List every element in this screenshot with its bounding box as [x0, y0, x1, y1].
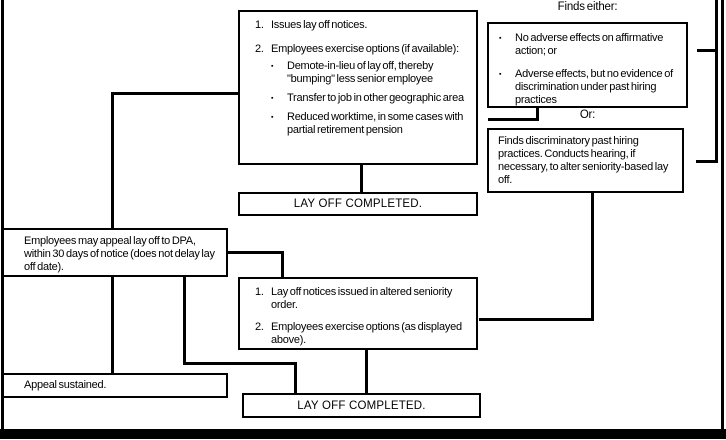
agency-option-text: Demote-in-lieu of lay off, thereby "bumping" less senior employee: [287, 60, 434, 85]
connector-agency-to-appeal-vertical: [111, 92, 114, 229]
discriminatory-findings-box: Finds discriminatory past hiring practices. Conducts hearing, if necessary, to alter seniority-based lay off.: [487, 128, 684, 193]
or-label: Or:: [579, 109, 596, 121]
appeal-to-dpa-box: Employees may appeal lay off to DPA, within 30 days of notice (does not delay lay off date).: [2, 228, 228, 277]
frame-right-border: [721, 0, 724, 430]
finding-text: No adverse effects on affirmative action; or: [515, 32, 664, 57]
connector-appeal-to-completed-v1: [183, 276, 186, 365]
finds-either-label: Finds either:: [557, 1, 618, 13]
finding-item: [499, 68, 680, 107]
list-number: 2.: [255, 43, 264, 55]
connector-appeal-to-completed-v2: [294, 362, 297, 394]
layoff-completed-box-bottom: LAY OFF COMPLETED.: [242, 393, 481, 418]
connector-appeal-to-altered-v: [281, 251, 284, 278]
frame-left-border: [1, 0, 4, 430]
appeal-sustained-box: Appeal sustained.: [2, 373, 228, 398]
connector-altered-to-completed: [365, 349, 368, 394]
connector-discriminatory-to-altered: [479, 318, 594, 321]
agency-item-1-text: Issues lay off notices.: [271, 19, 368, 31]
layoff-completed-box-top: LAY OFF COMPLETED.: [238, 192, 478, 216]
frame-bottom-border: [0, 429, 726, 439]
altered-item-1: [255, 286, 468, 312]
finding-item: [499, 32, 680, 58]
altered-seniority-box: [238, 277, 478, 350]
bullet-icon: ▪: [271, 63, 274, 70]
bullet-icon: ▪: [499, 35, 502, 42]
agency-actions-box: [238, 10, 478, 165]
agency-item-1: [255, 19, 468, 32]
agency-options-list: [255, 60, 468, 137]
agency-item-2-text: Employees exercise options (if available):: [271, 43, 459, 55]
agency-option-text: Reduced worktime, in some cases with partial retirement pension: [287, 111, 464, 136]
finding-text: Adverse effects, but no evidence of discrimination under past hiring practices: [515, 68, 673, 106]
connector-right-branch-vertical: [715, 0, 718, 163]
bullet-icon: ▪: [271, 95, 274, 102]
agency-item-2: [255, 43, 468, 56]
connector-agency-to-appeal-horizontal: [111, 92, 240, 95]
agency-option: [271, 111, 468, 137]
list-number: 1.: [255, 286, 264, 298]
connector-agency-to-completed: [360, 164, 363, 193]
agency-option-text: Transfer to job in other geographic area: [287, 92, 464, 104]
altered-item-2: [255, 321, 468, 347]
connector-findings-right-stub: [697, 49, 717, 52]
connector-discriminatory-right-stub: [696, 160, 718, 163]
connector-appeal-to-sustained: [111, 276, 114, 374]
connector-appeal-to-altered-h: [228, 251, 284, 254]
altered-item-1-text: Lay off notices issued in altered seniority order.: [271, 286, 453, 311]
connector-appeal-to-completed-h: [183, 362, 297, 365]
bullet-icon: ▪: [499, 71, 502, 78]
connector-discriminatory-down: [591, 192, 594, 321]
bullet-icon: ▪: [271, 114, 274, 121]
agency-option: [271, 60, 468, 86]
altered-item-2-text: Employees exercise options (as displayed above).: [271, 321, 462, 346]
list-number: 1.: [255, 19, 264, 31]
findings-box: [487, 22, 688, 108]
list-number: 2.: [255, 321, 264, 333]
agency-option: [271, 92, 468, 105]
